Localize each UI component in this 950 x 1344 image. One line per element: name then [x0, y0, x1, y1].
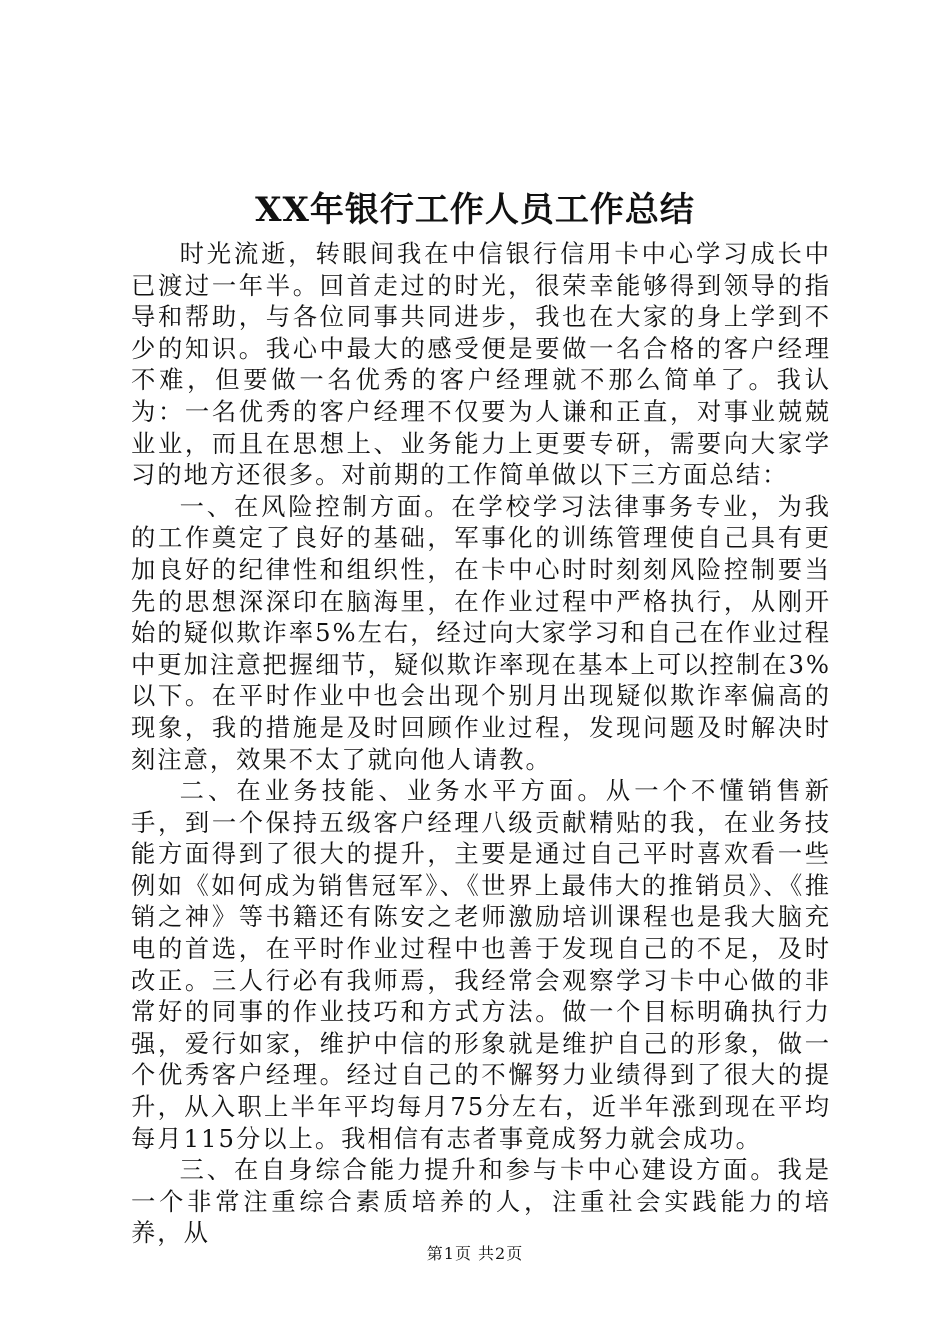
business-skills-paragraph: 二、在业务技能、业务水平方面。从一个不懂销售新手，到一个保持五级客户经理八级贡献精贴的我，在业务技能方面得到了很大的提升，主要是通过自己平时喜欢看一些例如《如何成为销售冠军》、《世界上最伟大的推销员》、《推销之神》等书籍还有陈安之老师激励培训课程也是我大脑充电的首选，在平时作业过程中也善于发现自己的不足，及时改正。三人行必有我师焉，我经常会观察学习卡中心做的非常好的同事的作业技巧和方式方法。做一个目标明确执行力强，爱行如家，维护中信的形象就是维护自己的形象，做一个优秀客户经理。经过自己的不懈努力业绩得到了很大的提升，从入职上半年平均每月75分左右，近半年涨到现在平均每月115分以上。我相信有志者事竟成努力就会成功。	[131, 776, 831, 1153]
comprehensive-ability-paragraph: 三、在自身综合能力提升和参与卡中心建设方面。我是一个非常注重综合素质培养的人，注重社会实践能力的培养，从	[131, 1155, 831, 1248]
document-title: XX年银行工作人员工作总结	[255, 190, 695, 230]
intro-paragraph: 时光流逝，转眼间我在中信银行信用卡中心学习成长中已渡过一年半。回首走过的时光，很荣幸能够得到领导的指导和帮助，与各位同事共同进步，我也在大家的身上学到不少的知识。我心中最大的感受便是要做一名合格的客户经理不难，但要做一名优秀的客户经理就不那么简单了。我认为：一名优秀的客户经理不仅要为人谦和正直，对事业兢兢业业，而且在思想上、业务能力上更要专研，需要向大家学习的地方还很多。对前期的工作简单做以下三方面总结：	[131, 239, 831, 490]
risk-control-paragraph: 一、在风险控制方面。在学校学习法律事务专业，为我的工作奠定了良好的基础，军事化的训练管理使自己具有更加良好的纪律性和组织性，在卡中心时时刻刻风险控制要当先的思想深深印在脑海里，在作业过程中严格执行，从刚开始的疑似欺诈率5%左右，经过向大家学习和自己在作业过程中更加注意把握细节，疑似欺诈率现在基本上可以控制在3%以下。在平时作业中也会出现个别月出现疑似欺诈率偏高的现象，我的措施是及时回顾作业过程，发现问题及时解决时刻注意，效果不太了就向他人请教。	[131, 491, 831, 774]
page-number-footer: 第1页 共2页	[426, 1244, 524, 1263]
document-body	[131, 238, 831, 1249]
